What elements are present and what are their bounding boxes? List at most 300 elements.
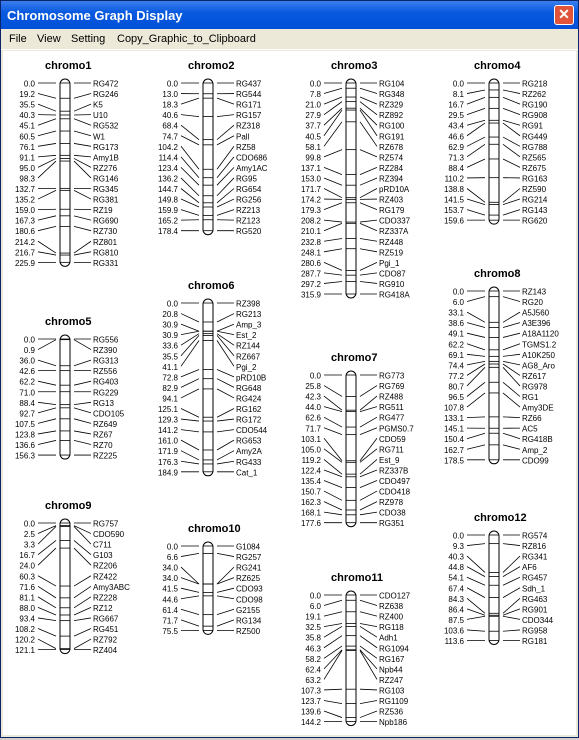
marker-position: 138.8 — [444, 185, 465, 194]
marker-position: 60.5 — [19, 132, 35, 141]
marker-connector-right — [74, 597, 91, 608]
marker-connector-right — [217, 419, 234, 421]
marker-connector-right — [503, 123, 520, 136]
marker-connector-left — [38, 402, 56, 404]
marker-position: 45.1 — [19, 122, 35, 131]
marker-name: RZ70 — [93, 441, 113, 450]
chromosome-title: chromo10 — [188, 523, 241, 535]
marker-name: RG345 — [93, 185, 119, 194]
marker-position: 86.4 — [448, 605, 464, 614]
marker-name: W1 — [93, 132, 106, 141]
marker-position: 44.8 — [448, 563, 464, 572]
marker-connector-right — [74, 639, 91, 649]
marker-name: RG157 — [236, 111, 262, 120]
marker-connector-left — [324, 238, 342, 241]
marker-connector-right — [503, 556, 520, 572]
marker-connector-right — [360, 470, 377, 477]
marker-connector-left — [38, 158, 56, 167]
marker-connector-right — [217, 409, 234, 418]
marker-position: 7.8 — [310, 90, 322, 99]
marker-position: 6.0 — [310, 602, 322, 611]
marker-position: 0.0 — [310, 592, 322, 601]
marker-position: 159.0 — [15, 206, 36, 215]
marker-connector-right — [360, 689, 377, 690]
marker-connector-right — [360, 459, 377, 474]
marker-connector-right — [74, 419, 91, 424]
marker-name: pRD10B — [236, 373, 266, 382]
marker-position: 280.6 — [301, 259, 322, 268]
marker-position: 87.5 — [448, 616, 464, 625]
marker-name: A18A1120 — [522, 330, 559, 339]
marker-name: RG241 — [236, 564, 262, 573]
marker-position: 98.3 — [19, 174, 35, 183]
marker-connector-right — [360, 97, 377, 104]
marker-position: 103.1 — [301, 435, 322, 444]
marker-position: 27.9 — [305, 111, 321, 120]
marker-connector-left — [324, 449, 342, 462]
marker-position: 37.7 — [305, 122, 321, 131]
marker-name: Pgi_1 — [379, 259, 400, 268]
marker-position: 96.5 — [448, 393, 464, 402]
marker-position: 225.9 — [15, 259, 36, 268]
marker-connector-left — [324, 189, 342, 198]
marker-connector-right — [360, 396, 377, 410]
marker-position: 71.3 — [448, 153, 464, 162]
marker-connector-right — [217, 146, 234, 169]
marker-position: 49.1 — [448, 330, 464, 339]
marker-name: RZ206 — [93, 562, 118, 571]
marker-connector-left — [38, 216, 56, 220]
marker-connector-right — [503, 630, 520, 631]
marker-name: RZ337A — [379, 227, 409, 236]
marker-name: RG910 — [379, 280, 405, 289]
marker-name: Cat_1 — [236, 468, 258, 477]
marker-position: 180.6 — [15, 227, 36, 236]
marker-connector-left — [467, 445, 485, 449]
marker-connector-left — [324, 396, 342, 410]
marker-position: 76.1 — [19, 143, 35, 152]
chromosome-title: chromo1 — [45, 60, 91, 72]
marker-connector-left — [181, 389, 199, 398]
marker-connector-right — [74, 216, 91, 220]
marker-name: RG13 — [93, 399, 114, 408]
marker-connector-left — [324, 223, 342, 230]
marker-connector-left — [181, 430, 199, 432]
marker-connector-right — [360, 273, 377, 275]
menu-copy-graphic[interactable]: Copy_Graphic_to_Clipboard — [117, 33, 256, 45]
marker-name: RG257 — [236, 553, 262, 562]
marker-connector-left — [467, 598, 485, 613]
marker-connector-left — [467, 333, 485, 337]
marker-name: RG472 — [93, 80, 119, 89]
chromosome-bar — [346, 79, 356, 298]
marker-position: 61.4 — [162, 606, 178, 615]
marker-connector-right — [360, 626, 377, 637]
menu-setting[interactable]: Setting — [71, 33, 105, 45]
marker-connector-right — [74, 607, 91, 615]
marker-connector-left — [324, 701, 342, 704]
marker-position: 178.5 — [444, 456, 465, 465]
marker-connector-left — [324, 407, 342, 412]
marker-name: RG118 — [379, 623, 404, 632]
marker-connector-right — [74, 119, 91, 125]
marker-connector-right — [360, 650, 377, 679]
marker-connector-left — [467, 361, 485, 364]
marker-connector-left — [467, 312, 485, 322]
marker-name: RZ284 — [379, 164, 404, 173]
marker-position: 156.3 — [15, 452, 36, 461]
marker-connector-right — [217, 567, 234, 584]
marker-connector-right — [74, 526, 91, 544]
chromosome-title: chromo4 — [474, 60, 521, 72]
marker-name: Adh1 — [379, 634, 398, 643]
marker-connector-right — [360, 167, 377, 174]
marker-position: 0.0 — [167, 80, 179, 89]
marker-name: RZ247 — [379, 676, 404, 685]
marker-position: 135.2 — [15, 196, 36, 205]
marker-name: RG908 — [522, 111, 548, 120]
chromosome-chromo2 — [158, 60, 268, 236]
marker-connector-left — [324, 470, 342, 477]
marker-position: 216.7 — [15, 248, 36, 257]
marker-position: 123.8 — [15, 430, 36, 439]
marker-connector-left — [467, 382, 485, 396]
marker-position: 129.3 — [158, 416, 179, 425]
marker-connector-right — [74, 402, 91, 404]
marker-position: 105.0 — [301, 445, 322, 454]
marker-connector-right — [74, 104, 91, 111]
marker-connector-left — [38, 360, 56, 366]
marker-position: 13.0 — [162, 90, 178, 99]
marker-position: 67.4 — [448, 584, 464, 593]
marker-connector-left — [467, 137, 485, 146]
marker-position: 0.0 — [453, 80, 465, 89]
marker-name: A3E396 — [522, 319, 551, 328]
marker-connector-left — [181, 567, 199, 584]
marker-connector-right — [360, 223, 377, 230]
marker-position: 0.0 — [453, 288, 465, 297]
marker-connector-right — [503, 90, 520, 94]
marker-name: Est_2 — [236, 331, 257, 340]
marker-connector-left — [181, 588, 199, 592]
marker-position: 42.3 — [305, 393, 321, 402]
marker-position: 30.9 — [162, 331, 178, 340]
marker-connector-right — [503, 344, 520, 350]
marker-position: 62.2 — [448, 340, 464, 349]
marker-name: Pall — [236, 132, 250, 141]
marker-connector-right — [503, 577, 520, 585]
marker-position: 74.7 — [162, 132, 178, 141]
marker-name: RG218 — [522, 80, 548, 89]
marker-connector-left — [38, 226, 56, 230]
marker-connector-right — [74, 158, 91, 167]
marker-name: RZ403 — [379, 196, 404, 205]
chromosome-bar — [203, 299, 213, 476]
marker-position: 88.0 — [19, 604, 35, 613]
marker-position: 0.0 — [310, 80, 322, 89]
graph-canvas — [3, 51, 576, 735]
marker-connector-left — [38, 340, 56, 350]
marker-connector-right — [217, 451, 234, 460]
marker-name: RZ19 — [93, 206, 113, 215]
marker-connector-left — [324, 636, 342, 648]
marker-connector-right — [217, 588, 234, 592]
marker-position: 40.5 — [305, 132, 321, 141]
marker-connector-left — [38, 408, 56, 413]
marker-name: RG449 — [522, 132, 548, 141]
marker-connector-left — [467, 433, 485, 438]
marker-connector-left — [324, 88, 342, 93]
marker-connector-left — [324, 512, 342, 515]
chromosome-bar — [60, 79, 70, 266]
menu-view[interactable]: View — [37, 33, 61, 45]
marker-connector-left — [181, 409, 199, 418]
marker-position: 62.4 — [305, 665, 321, 674]
chromosome-title: chromo12 — [474, 512, 527, 524]
marker-connector-left — [181, 98, 199, 104]
marker-connector-left — [324, 481, 342, 488]
marker-connector-left — [38, 618, 56, 621]
marker-position: 71.7 — [305, 424, 321, 433]
marker-connector-right — [74, 381, 91, 385]
marker-connector-right — [503, 297, 520, 302]
marker-position: 153.0 — [301, 174, 322, 183]
marker-connector-right — [74, 241, 91, 253]
marker-position: 72.8 — [162, 373, 178, 382]
marker-name: RZ394 — [379, 174, 404, 183]
marker-position: 297.2 — [301, 280, 322, 289]
close-button[interactable] — [554, 5, 574, 25]
marker-position: 0.0 — [24, 336, 36, 345]
marker-connector-right — [360, 701, 377, 704]
marker-position: 150.4 — [444, 435, 465, 444]
marker-position: 232.8 — [301, 238, 322, 247]
marker-name: RG162 — [236, 405, 262, 414]
marker-name: RG172 — [236, 416, 262, 425]
marker-name: RZ123 — [236, 217, 261, 226]
marker-connector-right — [360, 249, 377, 252]
marker-connector-left — [38, 639, 56, 649]
marker-connector-right — [74, 161, 91, 178]
marker-position: 62.2 — [19, 378, 35, 387]
marker-connector-left — [467, 544, 485, 546]
marker-connector-right — [360, 636, 377, 648]
marker-connector-left — [38, 252, 56, 255]
chromosome-chromo7 — [301, 352, 414, 528]
marker-connector-right — [503, 361, 520, 364]
marker-position: 71.7 — [162, 616, 178, 625]
marker-connector-right — [360, 438, 377, 460]
marker-connector-left — [467, 323, 485, 328]
marker-connector-left — [38, 131, 56, 136]
marker-position: 159.9 — [158, 206, 179, 215]
marker-position: 0.0 — [167, 300, 179, 309]
marker-name: RG757 — [93, 520, 119, 529]
marker-position: 178.4 — [158, 227, 179, 236]
marker-connector-right — [217, 379, 234, 388]
marker-name: Npb186 — [379, 718, 408, 727]
marker-connector-left — [467, 609, 485, 615]
marker-name: CDO38 — [379, 509, 406, 518]
marker-connector-left — [324, 428, 342, 435]
marker-position: 35.8 — [305, 634, 321, 643]
marker-connector-left — [38, 540, 56, 554]
marker-name: RZ500 — [236, 627, 261, 636]
marker-name: RZ67 — [93, 430, 113, 439]
marker-name: CDO497 — [379, 477, 411, 486]
marker-position: 179.3 — [301, 206, 322, 215]
marker-connector-right — [360, 624, 377, 627]
marker-position: 24.0 — [19, 562, 35, 571]
marker-name: G103 — [93, 551, 113, 560]
marker-connector-left — [467, 616, 485, 619]
marker-connector-left — [181, 609, 199, 614]
marker-name: RZ678 — [379, 143, 404, 152]
marker-connector-right — [360, 220, 377, 222]
marker-name: RG190 — [522, 101, 548, 110]
marker-name: RG403 — [93, 378, 119, 387]
marker-connector-right — [217, 596, 234, 599]
marker-name: AC5 — [522, 425, 538, 434]
marker-position: 0.0 — [167, 543, 179, 552]
marker-connector-left — [38, 104, 56, 111]
marker-connector-right — [217, 553, 234, 556]
marker-position: 35.5 — [162, 352, 178, 361]
marker-connector-right — [360, 102, 377, 115]
menu-file[interactable]: File — [9, 33, 27, 45]
marker-connector-left — [38, 190, 56, 199]
marker-position: 150.7 — [301, 488, 322, 497]
marker-connector-left — [467, 567, 485, 577]
marker-connector-left — [324, 167, 342, 174]
marker-position: 58.2 — [305, 655, 321, 664]
chromosome-title: chromo9 — [45, 500, 91, 512]
close-icon: ✕ — [558, 6, 570, 22]
marker-name: Amy3DE — [522, 404, 554, 413]
marker-connector-left — [467, 354, 485, 356]
marker-connector-left — [324, 459, 342, 474]
marker-position: 94.1 — [162, 394, 178, 403]
marker-position: 21.0 — [305, 101, 321, 110]
chromosome-bar — [203, 79, 213, 235]
marker-name: RG146 — [93, 174, 119, 183]
marker-connector-right — [217, 341, 234, 367]
marker-connector-left — [324, 122, 342, 146]
marker-position: 141.2 — [158, 426, 179, 435]
marker-name: RZ801 — [93, 238, 118, 247]
marker-position: 121.1 — [15, 646, 36, 655]
marker-position: 2.5 — [24, 530, 36, 539]
marker-connector-right — [217, 369, 234, 376]
marker-connector-left — [38, 576, 56, 586]
marker-position: 34.0 — [162, 574, 178, 583]
marker-connector-right — [74, 618, 91, 621]
marker-name: RZ519 — [379, 248, 404, 257]
marker-position: 136.2 — [158, 174, 179, 183]
chromosome-chromo9 — [15, 500, 130, 655]
chromosome-chromo11 — [301, 572, 411, 727]
marker-position: 120.2 — [15, 636, 36, 645]
marker-position: 125.1 — [158, 405, 179, 414]
marker-connector-right — [503, 433, 520, 438]
marker-position: 32.5 — [305, 623, 321, 632]
marker-position: 123.4 — [158, 164, 179, 173]
marker-position: 104.2 — [158, 143, 179, 152]
marker-connector-left — [38, 119, 56, 125]
chromosome-title: chromo2 — [188, 60, 234, 72]
chromosome-title: chromo11 — [331, 572, 383, 584]
marker-connector-left — [467, 588, 485, 598]
marker-name: RG179 — [379, 206, 405, 215]
marker-connector-right — [503, 159, 520, 167]
marker-connector-right — [360, 612, 377, 616]
marker-position: 40.3 — [448, 553, 464, 562]
marker-connector-left — [181, 146, 199, 169]
marker-name: RZ404 — [93, 646, 118, 655]
marker-name: RZ144 — [236, 342, 261, 351]
marker-connector-right — [74, 190, 91, 199]
marker-position: 16.7 — [19, 551, 35, 560]
marker-connector-right — [217, 609, 234, 614]
marker-connector-left — [38, 597, 56, 608]
marker-name: RG690 — [93, 217, 119, 226]
marker-connector-right — [360, 178, 377, 185]
marker-name: CDO418 — [379, 488, 411, 497]
chromosome-title: chromo3 — [331, 60, 377, 72]
marker-name: RZ638 — [379, 602, 404, 611]
marker-connector-left — [467, 556, 485, 572]
marker-position: 248.1 — [301, 248, 322, 257]
marker-name: RZ400 — [379, 613, 404, 622]
marker-position: 208.2 — [301, 217, 322, 226]
marker-connector-right — [360, 481, 377, 488]
marker-name: RG810 — [93, 248, 119, 257]
marker-name: RG143 — [522, 206, 548, 215]
marker-connector-left — [324, 386, 342, 397]
marker-connector-left — [181, 341, 199, 367]
marker-name: C711 — [93, 541, 112, 550]
marker-name: RG958 — [522, 626, 548, 635]
marker-position: 176.3 — [158, 458, 179, 467]
marker-name: RG424 — [236, 394, 262, 403]
marker-name: RZ422 — [93, 572, 118, 581]
marker-position: 9.3 — [453, 542, 465, 551]
marker-name: RZ792 — [93, 636, 118, 645]
marker-connector-left — [324, 711, 342, 718]
marker-position: 113.6 — [445, 637, 465, 646]
marker-connector-right — [503, 137, 520, 146]
marker-position: 40.6 — [162, 111, 178, 120]
marker-position: 184.9 — [158, 468, 179, 477]
marker-position: 81.1 — [19, 593, 35, 602]
marker-connector-left — [467, 417, 485, 418]
marker-name: RZ667 — [236, 352, 261, 361]
marker-connector-right — [217, 440, 234, 450]
marker-position: 137.1 — [301, 164, 322, 173]
marker-connector-right — [74, 586, 91, 598]
marker-connector-left — [181, 331, 199, 334]
marker-connector-right — [360, 428, 377, 435]
marker-name: RZ143 — [522, 288, 547, 297]
marker-connector-right — [360, 600, 377, 605]
marker-connector-left — [467, 344, 485, 350]
marker-connector-left — [467, 630, 485, 631]
marker-connector-right — [360, 203, 377, 210]
marker-name: CDO87 — [379, 269, 406, 278]
chromosome-chromo12 — [444, 512, 554, 646]
marker-connector-left — [324, 417, 342, 427]
marker-position: 34.0 — [162, 564, 178, 573]
